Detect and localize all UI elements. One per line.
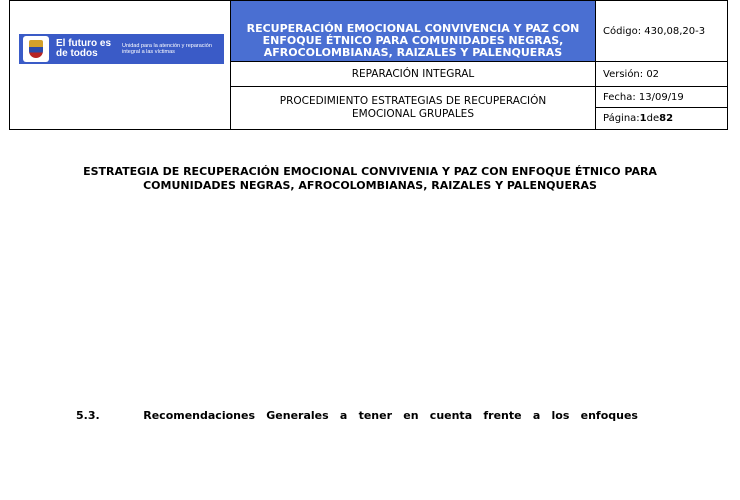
logo-main-text: El futuro es de todos: [56, 38, 112, 59]
page-total: 82: [659, 113, 674, 124]
header-procedure: [231, 87, 595, 129]
doc-code: Código: 430,08,20-3: [596, 1, 727, 62]
doc-page: [596, 108, 727, 129]
document-title: ESTRATEGIA DE RECUPERACIÓN EMOCIONAL CONVIVENIA Y PAZ CON ENFOQUE ÉTNICO PARA COMUNIDADES NEGRAS, AFROCOLOMBIANAS, RAIZALES Y PALENQUERAS: [83, 165, 657, 192]
institution-logo: [19, 34, 224, 64]
header-meta: [595, 1, 727, 129]
toc-number: 5.3.: [76, 409, 100, 422]
header-title: RECUPERACIÓN EMOCIONAL CONVIVENCIA Y PAZ CON ENFOQUE ÉTNICO PARA COMUNIDADES NEGRAS, AFROCOLOMBIANAS, RAIZALES Y PALENQUERAS: [246, 22, 580, 59]
page-current: 1: [639, 113, 647, 124]
doc-date: Fecha: 13/09/19: [596, 87, 727, 108]
doc-version: Versión: 02: [596, 62, 727, 87]
page-label: Página:: [603, 113, 640, 124]
document-header: [9, 0, 728, 130]
toc-label-line1: Recomendaciones Generales a tener en cuenta frente a los enfoques: [143, 409, 638, 422]
logo-cell: [10, 1, 231, 129]
page-of: de: [646, 113, 660, 124]
coat-of-arms-icon: [23, 36, 49, 62]
header-title-cell: [231, 1, 595, 62]
logo-sub-text: Unidad para la atención y reparación integral a las víctimas: [122, 43, 212, 55]
procedure-text: PROCEDIMIENTO ESTRATEGIAS DE RECUPERACIÓN EMOCIONAL GRUPALES: [279, 95, 547, 120]
toc-entry-wrapped[interactable]: [76, 408, 638, 424]
header-area: REPARACIÓN INTEGRAL: [231, 62, 595, 87]
